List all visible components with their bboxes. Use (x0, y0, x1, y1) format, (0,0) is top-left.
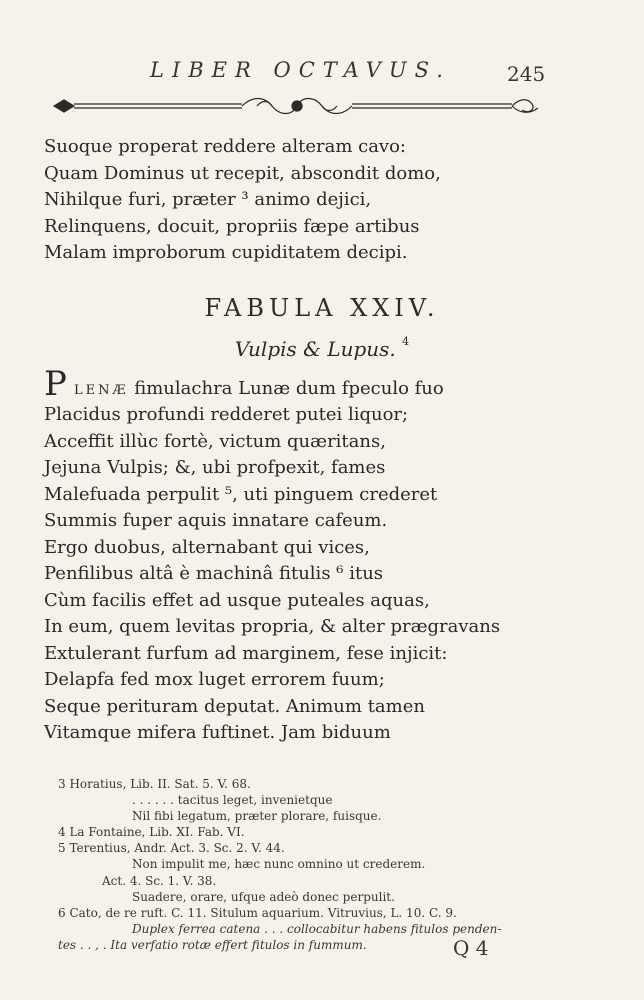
footnote-marker: 4 (402, 335, 410, 348)
fable-verse (44, 402, 500, 747)
verse-line: Nihilque furi, præter ³ animo dejici, (44, 189, 372, 210)
verse-line: In eum, quem levitas propria, & alter prægravans (44, 616, 501, 637)
page-number: 245 (507, 62, 546, 86)
verse-line: Suoque properat reddere alteram cavo: (44, 136, 406, 157)
footnote-line: tes . . , . Ita verfatio rotæ effert fitulos in fummum. (58, 937, 367, 952)
verse-line: Delapfa fed mox luget errorem fuum; (44, 669, 385, 690)
verse-line: Malam improborum cupiditatem decipi. (44, 242, 408, 263)
page-header (0, 58, 644, 92)
verse-line: Summis fuper aquis innatare cafeum. (44, 510, 388, 531)
first-line-rest: fimulachra Lunæ dum fpeculo fuo (128, 378, 444, 399)
footnotes (58, 776, 501, 953)
verse-line: Jejuna Vulpis; &, ubi profpexit, fames (44, 457, 386, 478)
fable-subtitle-text: Vulpis & Lupus. (234, 337, 396, 361)
verse-line: Relinquens, docuit, propriis fæpe artibus (44, 215, 420, 237)
verse-line: Seque perituram deputat. Animum tamen (44, 695, 425, 717)
verse-line: Placidus profundi redderet putei liquor; (44, 404, 409, 425)
verse-line: Cùm facilis effet ad usque puteales aquas, (44, 589, 430, 611)
footnote-line: 4 La Fontaine, Lib. XI. Fab. VI. (58, 825, 245, 840)
verse-line: Penfilibus altâ è machinâ fitulis ⁶ itus (44, 563, 384, 584)
verse-line: Extulerant furfum ad marginem, fese injicit: (44, 642, 448, 664)
footnote-line: Act. 4. Sc. 1. V. 38. (102, 873, 217, 888)
running-title: LIBER OCTAVUS. (150, 58, 451, 82)
fable-title: FABULA XXIV. (204, 294, 440, 322)
ornamental-rule-icon (52, 92, 542, 120)
fable-first-line (74, 376, 444, 405)
verse-line: Ergo duobus, alternabant qui vices, (44, 536, 370, 558)
verse-line: Vitamque mifera fuftinet. Jam biduum (44, 722, 391, 743)
footnote-line: Duplex ferrea catena . . . collocabitur habens fitulos penden- (132, 921, 502, 936)
footnote-line: Suadere, orare, ufque adeò donec perpulit. (132, 889, 395, 904)
verse-line: Quam Dominus ut recepit, abscondit domo, (44, 162, 441, 184)
verse-line: Malefuada perpulit ⁵, uti pinguem crederet (44, 483, 438, 505)
footnote-line: 5 Terentius, Andr. Act. 3. Sc. 2. V. 44. (58, 841, 285, 856)
fable-subtitle (0, 337, 644, 361)
footnote-line: Nil fibi legatum, præter plorare, fuisque. (132, 809, 382, 824)
footnote-line: 3 Horatius, Lib. II. Sat. 5. V. 68. (58, 777, 251, 791)
footnote-line: Non impulit me, hæc nunc omnino ut crederem. (132, 857, 426, 872)
footnote-line: 6 Cato, de re ruft. C. 11. Situlum aquarium. Vitruvius, L. 10. C. 9. (58, 905, 457, 920)
verse-continuation (44, 134, 441, 267)
signature-mark: Q 4 (453, 936, 489, 960)
drop-initial: P (44, 364, 67, 404)
verse-line: Acceffit illùc fortè, victum quæritans, (44, 430, 386, 452)
first-word-smallcaps: LENÆ (74, 383, 129, 398)
footnote-line: . . . . . . tacitus leget, invenietque (132, 793, 333, 808)
